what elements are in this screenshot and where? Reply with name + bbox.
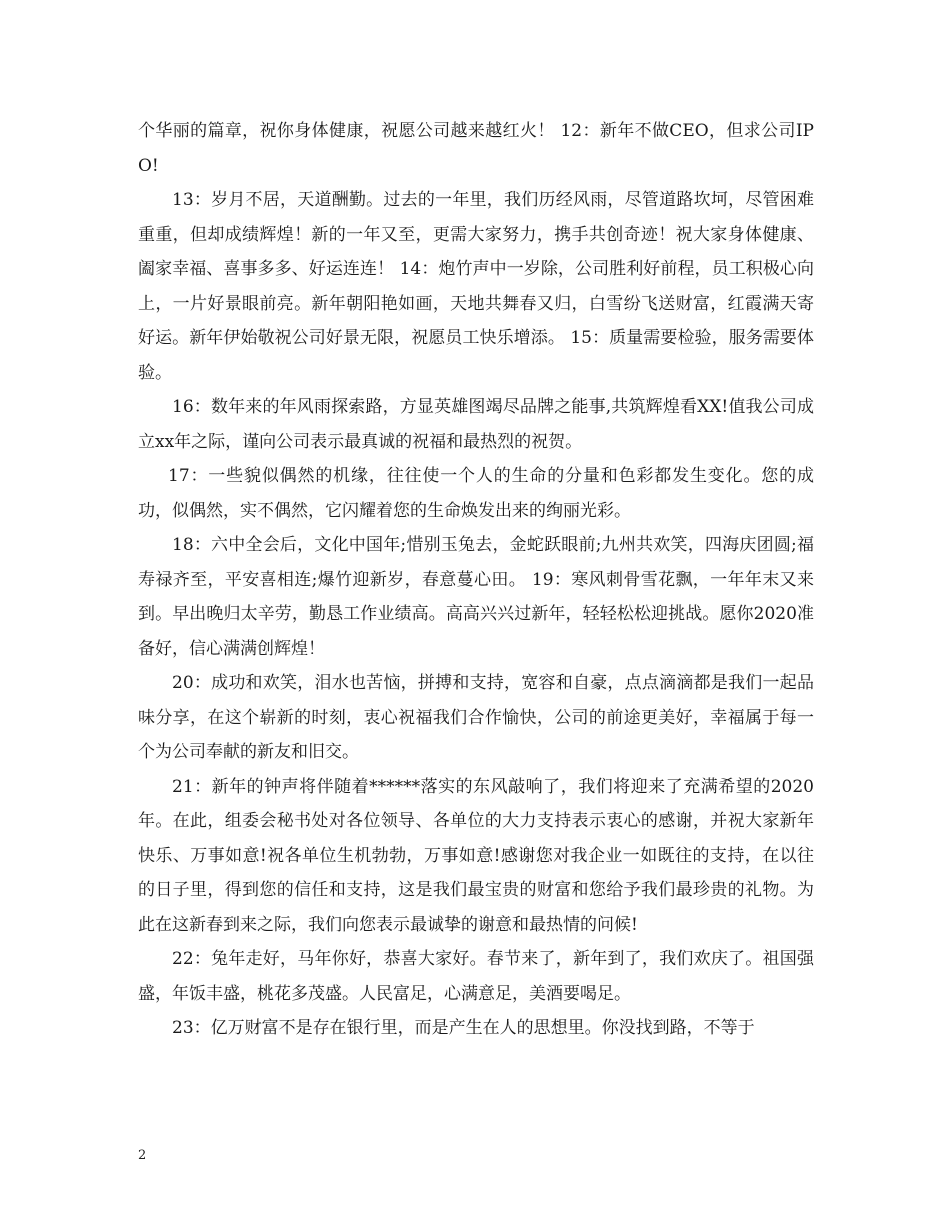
paragraph-21: 21：新年的钟声将伴随着******落实的东风敲响了，我们将迎来了充满希望的2020年。在此，组委会秘书处对各位领导、各单位的大力支持表示衷心的感谢，并祝大家新年快乐、万事如意!祝各单位生机勃勃，万事如意!感谢您对我企业一如既往的支持，在以往的日子里，得到您的信任和支持，这是我们最宝贵的财富和您给予我们最珍贵的礼物。为此在这新春到来之际，我们向您表示最诚挚的谢意和最热情的问候!	[138, 776, 814, 935]
paragraph-continuation: 个华丽的篇章，祝你身体健康，祝愿公司越来越红火！ 12：新年不做CEO，但求公司IPO!	[138, 121, 814, 176]
paragraph-17: 17：一些貌似偶然的机缘，往往使一个人的生命的分量和色彩都发生变化。您的成功，似偶然，实不偶然，它闪耀着您的生命焕发出来的绚丽光彩。	[138, 466, 814, 521]
paragraph-13: 13：岁月不居，天道酬勤。过去的一年里，我们历经风雨，尽管道路坎坷，尽管困难重重，但却成绩辉煌！新的一年又至，更需大家努力，携手共创奇迹！祝大家身体健康、阖家幸福、喜事多多、好运连连！ 14：炮竹声中一岁除，公司胜利好前程，员工积极心向上，一片好景眼前亮。新年朝阳艳如画，天地共舞春又归，白雪纷飞送财富，红霞满天寄好运。新年伊始敬祝公司好景无限，祝愿员工快乐增添。 15：质量需要检验，服务需要体验。	[138, 190, 814, 383]
paragraph-18: 18：六中全会后，文化中国年;惜别玉兔去，金蛇跃眼前;九州共欢笑，四海庆团圆;福寿禄齐至，平安喜相连;爆竹迎新岁，春意蔓心田。 19：寒风刺骨雪花飘，一年年末又来到。早出晚归太辛劳，勤恳工作业绩高。高高兴兴过新年，轻轻松松迎挑战。愿你2020准备好，信心满满创辉煌！	[138, 535, 814, 659]
paragraph-20: 20：成功和欢笑，泪水也苦恼，拼搏和支持，宽容和自豪，点点滴滴都是我们一起品味分享，在这个崭新的时刻，衷心祝福我们合作愉快，公司的前途更美好，幸福属于每一个为公司奉献的新友和旧交。	[138, 673, 814, 762]
paragraph-23: 23：亿万财富不是存在银行里，而是产生在人的思想里。你没找到路，不等于	[172, 1018, 755, 1038]
document-body	[138, 114, 814, 1046]
paragraph-22: 22：兔年走好，马年你好，恭喜大家好。春节来了，新年到了，我们欢庆了。祖国强盛，年饭丰盛，桃花多茂盛。人民富足，心满意足，美酒要喝足。	[138, 949, 814, 1004]
page-number: 2	[138, 1148, 147, 1163]
paragraph-16: 16：数年来的年风雨探索路，方显英雄图竭尽品牌之能事,共筑辉煌看XX!值我公司成立xx年之际，谨向公司表示最真诚的祝福和最热烈的祝贺。	[138, 397, 814, 452]
